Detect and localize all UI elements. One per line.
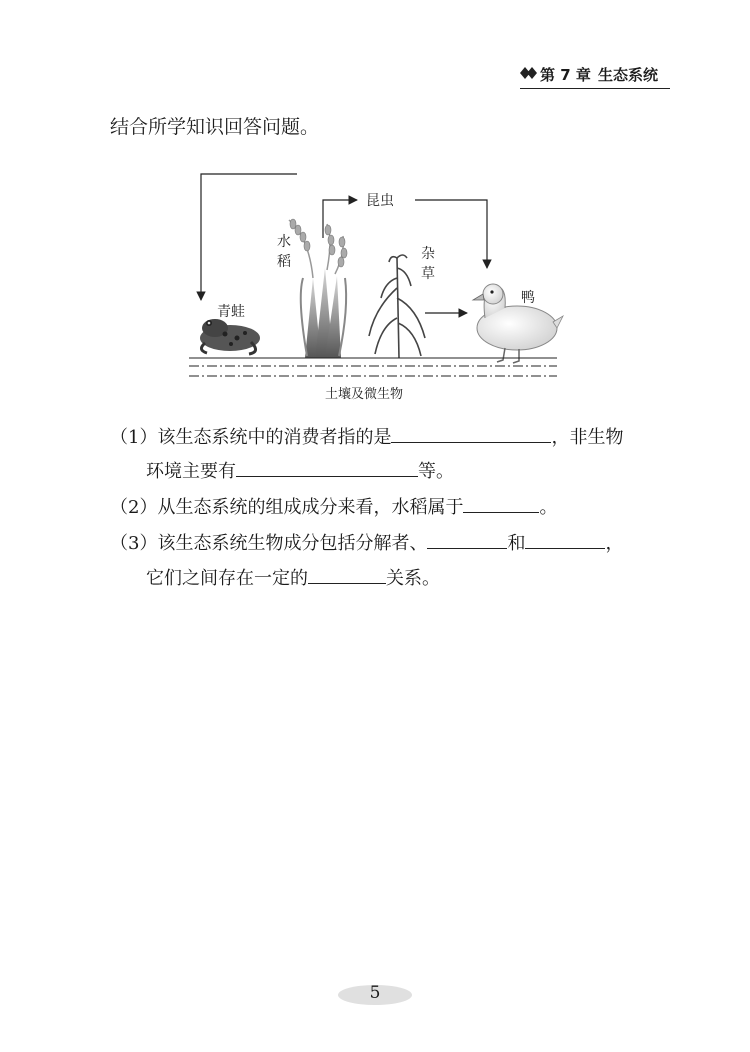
question-3-line-2 <box>146 563 440 593</box>
question-2-number: （2） <box>110 497 158 518</box>
question-3-line-2-text: 它们之间存在一定的 <box>146 568 308 589</box>
intro-text: 结合所学知识回答问题。 <box>110 116 320 138</box>
frog-image <box>200 319 260 354</box>
question-3 <box>110 528 623 558</box>
question-3-blank-1[interactable] <box>427 528 507 549</box>
question-1 <box>110 422 623 452</box>
header-rule <box>520 88 670 89</box>
question-3-comma: ， <box>605 533 624 554</box>
question-1-line-2-text: 环境主要有 <box>146 461 236 482</box>
question-3-text: 该生态系统生物成分包括分解者、 <box>157 533 428 554</box>
question-2-blank-rice-role[interactable] <box>463 492 539 513</box>
question-3-and: 和 <box>507 533 526 554</box>
question-3-line-2-end: 关系。 <box>386 568 440 589</box>
question-1-text: 该生态系统中的消费者指的是 <box>157 427 392 448</box>
label-duck: 鸭 <box>521 290 535 306</box>
question-1-blank-consumers[interactable] <box>391 422 551 443</box>
label-weed-1: 杂 <box>421 246 435 262</box>
label-insect: 昆虫 <box>366 193 394 209</box>
label-rice-2: 稻 <box>277 254 291 270</box>
label-soil: 土壤及微生物 <box>325 387 404 402</box>
question-3-blank-2[interactable] <box>525 528 605 549</box>
question-2 <box>110 492 557 522</box>
label-rice-1: 水 <box>277 234 291 250</box>
weed-image <box>369 255 425 358</box>
double-diamond-icon <box>520 67 538 79</box>
chapter-header <box>520 64 670 86</box>
question-2-text: 从生态系统的组成成分来看，水稻属于 <box>157 497 464 518</box>
question-1-line-2-end: 等。 <box>418 461 454 482</box>
rice-image <box>289 219 347 358</box>
chapter-title: 生态系统 <box>598 66 659 84</box>
question-1-number: （1） <box>110 427 158 448</box>
label-weed-2: 草 <box>421 266 435 282</box>
chapter-number: 第 7 章 <box>540 66 591 84</box>
label-frog: 青蛙 <box>217 304 245 320</box>
question-1-blank-environment[interactable] <box>236 456 418 477</box>
question-1-line-2 <box>146 456 454 486</box>
question-3-blank-relationship[interactable] <box>308 563 386 584</box>
page-number: 5 <box>369 983 381 1003</box>
question-1-text-2: ，非生物 <box>551 427 624 448</box>
question-2-end: 。 <box>539 497 558 518</box>
question-3-number: （3） <box>110 533 158 554</box>
food-web-figure <box>185 158 570 408</box>
duck-image <box>473 284 563 363</box>
